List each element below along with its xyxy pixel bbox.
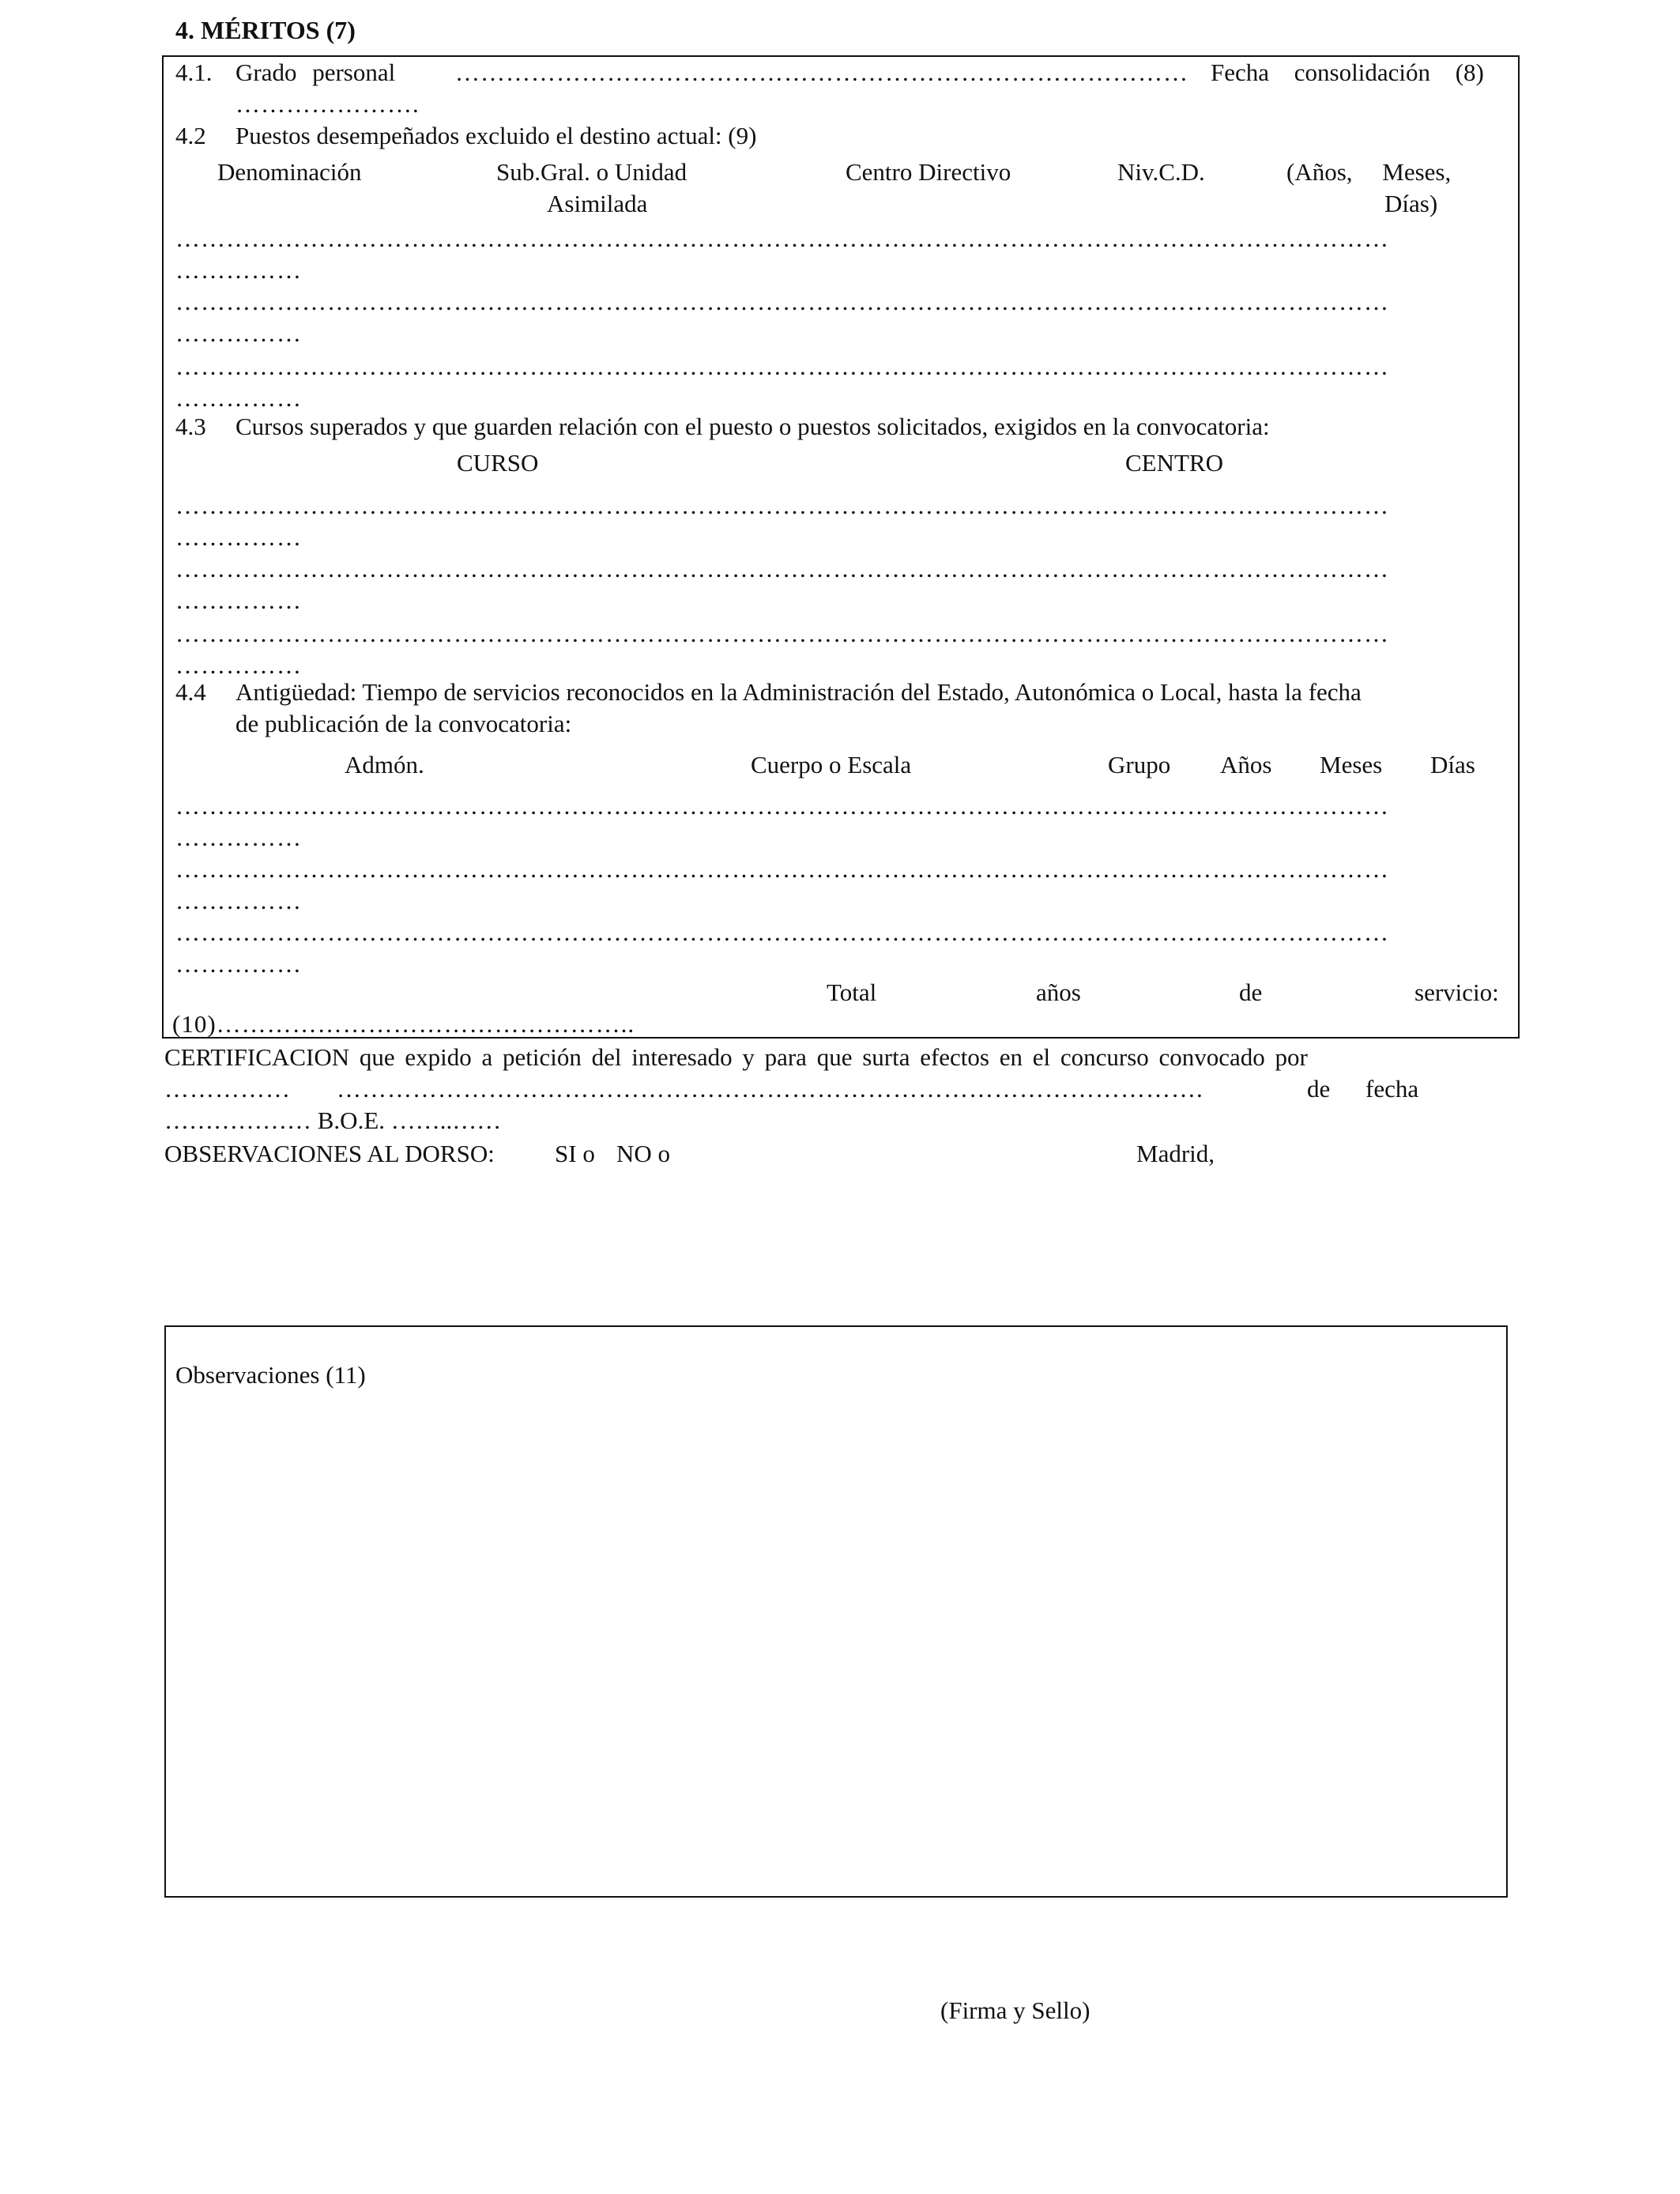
col-centro-directivo: Centro Directivo [846, 158, 1011, 186]
antiguedad-label-2: de publicación de la convocatoria: [235, 710, 572, 737]
col-anos-meses: (Años, Meses, [1286, 158, 1452, 186]
col-denominacion: Denominación [217, 158, 362, 186]
grado-dots[interactable]: …………………………………………………………………………… [455, 58, 1188, 86]
col-subgral: Sub.Gral. o Unidad [496, 158, 687, 186]
antiguedad-line-1[interactable]: ……………………………………………………………………………………………………………………………… [175, 792, 1389, 820]
cursos-line-2[interactable]: ……………………………………………………………………………………………………………………………… [175, 555, 1389, 582]
madrid-label: Madrid, [1136, 1140, 1215, 1167]
cursos-line-3[interactable]: ……………………………………………………………………………………………………………………………… [175, 620, 1389, 647]
col-subgral-asimilada: Asimilada [547, 190, 648, 217]
total-word-4: servicio: [1414, 978, 1499, 1006]
observaciones-label: Observaciones (11) [175, 1361, 366, 1389]
puestos-line-1[interactable]: ……………………………………………………………………………………………………………………………… [175, 224, 1389, 252]
cursos-line-2-tail[interactable]: …………… [175, 586, 302, 614]
certificacion-dots-a[interactable]: …………… [164, 1075, 291, 1103]
meritos-box [162, 55, 1520, 1039]
total-word-1: Total [827, 978, 877, 1006]
certificacion-de: de [1307, 1075, 1331, 1103]
col-niv-cd: Niv.C.D. [1117, 158, 1205, 186]
col-centro: CENTRO [1125, 449, 1223, 477]
section-title: 4. MÉRITOS (7) [175, 16, 356, 44]
puestos-label: Puestos desempeñados excluido el destino actual: (9) [235, 122, 757, 149]
col-grupo: Grupo [1108, 751, 1171, 778]
puestos-line-1-tail[interactable]: …………… [175, 256, 302, 284]
col-anos: Años [1220, 751, 1272, 778]
puestos-line-2-tail[interactable]: …………… [175, 319, 302, 347]
fecha-consolidacion-label: Fecha consolidación (8) [1211, 58, 1484, 86]
antiguedad-line-1-tail[interactable]: …………… [175, 824, 302, 851]
total-anos-servicio-field[interactable]: (10)………………………………………….. [172, 1010, 635, 1038]
certificacion-fecha: fecha [1365, 1075, 1419, 1103]
puestos-number: 4.2 [175, 122, 206, 149]
antiguedad-line-2[interactable]: ……………………………………………………………………………………………………………………………… [175, 855, 1389, 883]
col-curso: CURSO [457, 449, 539, 477]
grado-number: 4.1. [175, 58, 213, 86]
certificacion-line-1: CERTIFICACION que expido a petición del interesado y para que surta efectos en el concurso convocado por [164, 1043, 1308, 1071]
firma-sello-label: (Firma y Sello) [940, 1996, 1090, 2024]
cursos-line-3-tail[interactable]: …………… [175, 651, 302, 679]
puestos-line-2[interactable]: ……………………………………………………………………………………………………………………………… [175, 288, 1389, 315]
antiguedad-number: 4.4 [175, 678, 206, 706]
col-cuerpo-escala: Cuerpo o Escala [751, 751, 912, 778]
puestos-line-3-tail[interactable]: …………… [175, 384, 302, 412]
col-meses: Meses [1320, 751, 1383, 778]
antiguedad-label-1: Antigüedad: Tiempo de servicios reconocidos en la Administración del Estado, Autonómica o Local, hasta la fecha [235, 678, 1362, 706]
certificacion-dots-b[interactable]: …………………………………………………………………………………………. [337, 1075, 1203, 1103]
fecha-consolidacion-dots[interactable]: …………………. [235, 90, 420, 118]
cursos-line-1-tail[interactable]: …………… [175, 523, 302, 551]
antiguedad-line-3[interactable]: ……………………………………………………………………………………………………………………………… [175, 918, 1389, 946]
grado-label: Grado personal [235, 58, 396, 86]
col-admon: Admón. [345, 751, 424, 778]
puestos-line-3[interactable]: ……………………………………………………………………………………………………………………………… [175, 352, 1389, 380]
total-word-2: años [1036, 978, 1081, 1006]
observaciones-dorso-si[interactable]: SI o [555, 1140, 595, 1167]
total-word-3: de [1239, 978, 1263, 1006]
certificacion-boe[interactable]: ……………… B.O.E. ……..…… [164, 1106, 502, 1134]
observaciones-dorso-label: OBSERVACIONES AL DORSO: [164, 1140, 495, 1167]
observaciones-dorso-no[interactable]: NO o [616, 1140, 671, 1167]
observaciones-box[interactable] [164, 1325, 1508, 1898]
col-dias: Días) [1384, 190, 1438, 217]
antiguedad-line-3-tail[interactable]: …………… [175, 950, 302, 978]
cursos-number: 4.3 [175, 413, 206, 440]
antiguedad-line-2-tail[interactable]: …………… [175, 887, 302, 914]
cursos-label: Cursos superados y que guarden relación con el puesto o puestos solicitados, exigidos en la convocatoria: [235, 413, 1270, 440]
cursos-line-1[interactable]: ……………………………………………………………………………………………………………………………… [175, 492, 1389, 519]
col-dias-antiguedad: Días [1430, 751, 1475, 778]
